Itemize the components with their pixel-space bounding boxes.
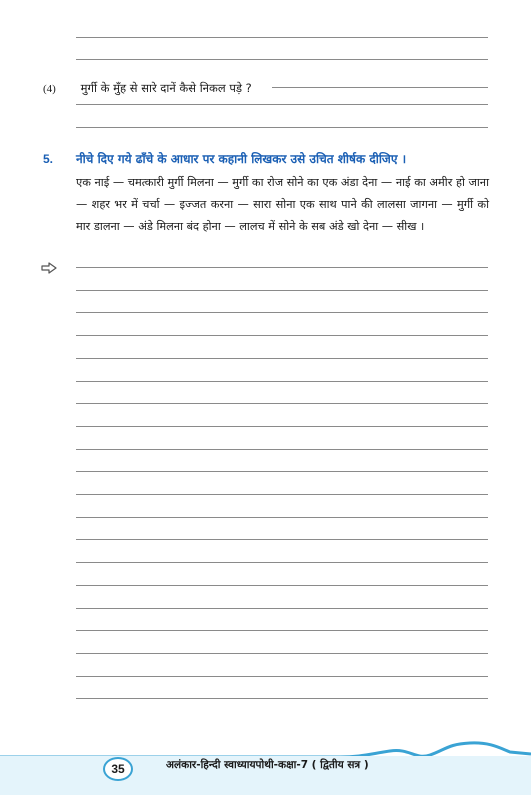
answer-line xyxy=(76,449,488,450)
answer-line xyxy=(76,517,488,518)
answer-line xyxy=(272,87,488,88)
question-heading: नीचे दिए गये ढाँचे के आधार पर कहानी लिखकर उसे उचित शीर्षक दीजिए । xyxy=(76,152,407,166)
question-number: (4) xyxy=(43,83,56,95)
page-footer xyxy=(0,738,531,795)
answer-line xyxy=(76,471,488,472)
answer-line xyxy=(76,335,488,336)
answer-line xyxy=(76,426,488,427)
answer-line xyxy=(76,676,488,677)
book-title: अलंकार-हिन्दी स्वाध्यायपोथी-कक्षा-7 ( द्वितीय सत्र ) xyxy=(166,759,369,771)
answer-line xyxy=(76,539,488,540)
answer-line xyxy=(76,698,488,699)
question-number: 5. xyxy=(43,152,54,166)
answer-line xyxy=(76,403,488,404)
answer-line xyxy=(76,290,488,291)
answer-line xyxy=(76,630,488,631)
question-4 xyxy=(43,81,252,96)
answer-line xyxy=(76,653,488,654)
answer-line xyxy=(76,608,488,609)
story-outline: एक नाई — चमत्कारी मुर्गी मिलना — मुर्गी का रोज सोने का एक अंडा देना — नाई का अमीर हो जाना — शहर भर में चर्चा — इज्जत करना — सारा सोना एक साथ पाने की लालसा जागना — मुर्गी को मार डालना — अंडे मिलना बंद होना — लालच में सोने के सब अंडे खो देना — सीख । xyxy=(76,176,489,233)
answer-line xyxy=(76,585,488,586)
question-text: मुर्गी के मुँह से सारे दानें कैसे निकल पड़े ? xyxy=(80,81,252,95)
answer-line xyxy=(76,104,488,105)
answer-line xyxy=(76,562,488,563)
page-number: 35 xyxy=(103,757,133,781)
answer-line xyxy=(76,312,488,313)
answer-line xyxy=(76,37,488,38)
arrow-right-icon xyxy=(41,262,57,274)
answer-line xyxy=(76,267,488,268)
answer-line xyxy=(76,381,488,382)
answer-line xyxy=(76,59,488,60)
answer-line xyxy=(76,127,488,128)
answer-line xyxy=(76,494,488,495)
answer-line xyxy=(76,358,488,359)
